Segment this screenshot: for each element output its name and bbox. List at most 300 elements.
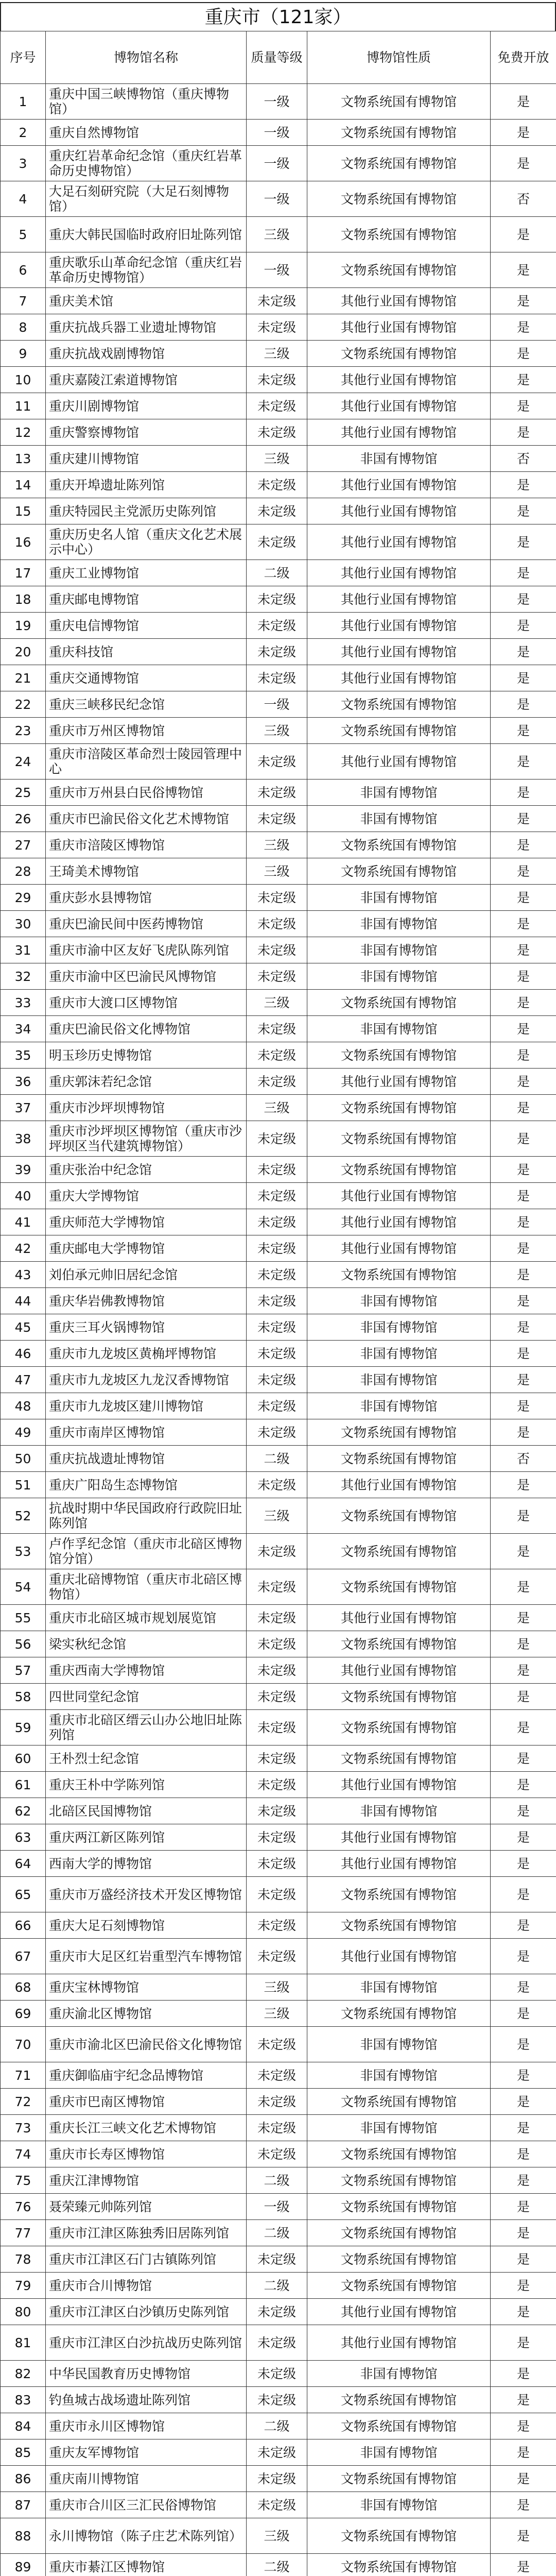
museum-name: 重庆建川博物馆 — [46, 446, 247, 472]
museum-type: 其他行业国有博物馆 — [307, 665, 491, 691]
table-row — [1, 963, 556, 990]
table-row — [1, 1657, 556, 1684]
quality-level: 未定级 — [247, 1912, 307, 1939]
museum-name: 重庆友军博物馆 — [46, 2439, 247, 2466]
table-row — [1, 1710, 556, 1745]
free-admission: 是 — [491, 2027, 556, 2062]
free-admission: 是 — [491, 2246, 556, 2273]
row-index: 43 — [1, 1262, 46, 1288]
table-row — [1, 1745, 556, 1772]
museum-name: 重庆市渝中区友好飞虎队陈列馆 — [46, 937, 247, 963]
free-admission: 是 — [491, 1314, 556, 1341]
row-index: 38 — [1, 1121, 46, 1157]
row-index: 1 — [1, 84, 46, 120]
row-index: 53 — [1, 1534, 46, 1569]
quality-level: 未定级 — [247, 1157, 307, 1183]
quality-level: 三级 — [247, 341, 307, 367]
museum-name: 中华民国教育历史博物馆 — [46, 2361, 247, 2387]
quality-level: 未定级 — [247, 498, 307, 524]
quality-level: 三级 — [247, 990, 307, 1016]
table-row — [1, 2027, 556, 2062]
museum-name: 重庆抗战戏剧博物馆 — [46, 341, 247, 367]
free-admission: 是 — [491, 1974, 556, 2001]
museum-type: 其他行业国有博物馆 — [307, 1235, 491, 1262]
quality-level: 三级 — [247, 2001, 307, 2027]
museum-table — [0, 31, 556, 2576]
header-free: 免费开放 — [491, 31, 556, 84]
free-admission: 是 — [491, 1419, 556, 1446]
table-row — [1, 524, 556, 560]
museum-type: 其他行业国有博物馆 — [307, 744, 491, 779]
museum-name: 重庆市巴渝民俗文化艺术博物馆 — [46, 806, 247, 832]
quality-level: 二级 — [247, 2167, 307, 2194]
free-admission: 是 — [491, 2089, 556, 2115]
museum-type: 文物系统国有博物馆 — [307, 1877, 491, 1912]
quality-level: 未定级 — [247, 1939, 307, 1974]
free-admission: 是 — [491, 2492, 556, 2518]
free-admission: 是 — [491, 718, 556, 744]
quality-level: 未定级 — [247, 613, 307, 639]
museum-type: 其他行业国有博物馆 — [307, 1472, 491, 1498]
museum-type: 其他行业国有博物馆 — [307, 393, 491, 419]
row-index: 11 — [1, 393, 46, 419]
row-index: 23 — [1, 718, 46, 744]
table-row — [1, 1824, 556, 1851]
free-admission: 是 — [491, 393, 556, 419]
museum-type: 其他行业国有博物馆 — [307, 314, 491, 341]
table-row — [1, 1341, 556, 1367]
quality-level: 未定级 — [247, 1798, 307, 1824]
museum-name: 永川博物馆（陈子庄艺术陈列馆） — [46, 2518, 247, 2554]
row-index: 66 — [1, 1912, 46, 1939]
museum-type: 文物系统国有博物馆 — [307, 2554, 491, 2576]
museum-type: 非国有博物馆 — [307, 885, 491, 911]
row-index: 44 — [1, 1288, 46, 1314]
header-name: 博物馆名称 — [46, 31, 247, 84]
row-index: 9 — [1, 341, 46, 367]
row-index: 56 — [1, 1631, 46, 1657]
museum-name: 四世同堂纪念馆 — [46, 1684, 247, 1710]
row-index: 82 — [1, 2361, 46, 2387]
quality-level: 一级 — [247, 691, 307, 718]
museum-type: 文物系统国有博物馆 — [307, 2273, 491, 2299]
row-index: 41 — [1, 1209, 46, 1235]
museum-name: 刘伯承元帅旧居纪念馆 — [46, 1262, 247, 1288]
quality-level: 未定级 — [247, 1042, 307, 1069]
row-index: 37 — [1, 1095, 46, 1121]
free-admission: 是 — [491, 963, 556, 990]
table-row — [1, 1419, 556, 1446]
quality-level: 未定级 — [247, 1235, 307, 1262]
museum-name: 重庆开埠遗址陈列馆 — [46, 472, 247, 498]
museum-name: 重庆南川博物馆 — [46, 2466, 247, 2492]
quality-level: 未定级 — [247, 1745, 307, 1772]
museum-type: 非国有博物馆 — [307, 963, 491, 990]
row-index: 64 — [1, 1851, 46, 1877]
row-index: 79 — [1, 2273, 46, 2299]
quality-level: 未定级 — [247, 2027, 307, 2062]
quality-level: 三级 — [247, 858, 307, 885]
free-admission: 是 — [491, 1498, 556, 1534]
table-row — [1, 367, 556, 393]
museum-type: 非国有博物馆 — [307, 1288, 491, 1314]
table-row — [1, 2554, 556, 2576]
museum-name: 重庆川剧博物馆 — [46, 393, 247, 419]
quality-level: 未定级 — [247, 2466, 307, 2492]
row-index: 5 — [1, 217, 46, 252]
free-admission: 是 — [491, 1657, 556, 1684]
museum-name: 重庆市万州县白民俗博物馆 — [46, 779, 247, 806]
free-admission: 是 — [491, 1209, 556, 1235]
row-index: 69 — [1, 2001, 46, 2027]
free-admission: 是 — [491, 1939, 556, 1974]
museum-type: 文物系统国有博物馆 — [307, 1569, 491, 1605]
quality-level: 二级 — [247, 2273, 307, 2299]
free-admission: 是 — [491, 2062, 556, 2089]
museum-name: 重庆市沙坪坝博物馆 — [46, 1095, 247, 1121]
table-row — [1, 1069, 556, 1095]
quality-level: 未定级 — [247, 2141, 307, 2167]
table-row — [1, 2466, 556, 2492]
row-index: 25 — [1, 779, 46, 806]
museum-name: 重庆工业博物馆 — [46, 560, 247, 586]
museum-name: 重庆巴渝民间中医药博物馆 — [46, 911, 247, 937]
museum-name: 重庆彭水县博物馆 — [46, 885, 247, 911]
quality-level: 未定级 — [247, 367, 307, 393]
table-row — [1, 2062, 556, 2089]
row-index: 17 — [1, 560, 46, 586]
free-admission: 是 — [491, 806, 556, 832]
quality-level: 三级 — [247, 1974, 307, 2001]
quality-level: 未定级 — [247, 963, 307, 990]
quality-level: 未定级 — [247, 2387, 307, 2413]
quality-level: 未定级 — [247, 1772, 307, 1798]
row-index: 75 — [1, 2167, 46, 2194]
free-admission: 是 — [491, 665, 556, 691]
free-admission: 否 — [491, 446, 556, 472]
free-admission: 是 — [491, 779, 556, 806]
quality-level: 未定级 — [247, 2492, 307, 2518]
museum-name: 抗战时期中华民国政府行政院旧址陈列馆 — [46, 1498, 247, 1534]
row-index: 89 — [1, 2554, 46, 2576]
quality-level: 未定级 — [247, 393, 307, 419]
table-row — [1, 691, 556, 718]
museum-name: 重庆邮电大学博物馆 — [46, 1235, 247, 1262]
free-admission: 是 — [491, 2413, 556, 2439]
free-admission: 是 — [491, 858, 556, 885]
museum-type: 其他行业国有博物馆 — [307, 1824, 491, 1851]
table-row — [1, 1095, 556, 1121]
quality-level: 一级 — [247, 146, 307, 181]
row-index: 3 — [1, 146, 46, 181]
table-body — [1, 84, 556, 2576]
museum-name: 重庆市江津区陈独秀旧居陈列馆 — [46, 2220, 247, 2246]
quality-level: 未定级 — [247, 1121, 307, 1157]
museum-type: 文物系统国有博物馆 — [307, 990, 491, 1016]
museum-type: 其他行业国有博物馆 — [307, 472, 491, 498]
row-index: 27 — [1, 832, 46, 858]
museum-type: 文物系统国有博物馆 — [307, 691, 491, 718]
quality-level: 未定级 — [247, 419, 307, 446]
museum-name: 西南大学的博物馆 — [46, 1851, 247, 1877]
row-index: 39 — [1, 1157, 46, 1183]
table-row — [1, 472, 556, 498]
museum-type: 其他行业国有博物馆 — [307, 498, 491, 524]
museum-type: 文物系统国有博物馆 — [307, 2246, 491, 2273]
free-admission: 是 — [491, 1798, 556, 1824]
table-row — [1, 1121, 556, 1157]
museum-name: 重庆张治中纪念馆 — [46, 1157, 247, 1183]
row-index: 4 — [1, 181, 46, 217]
row-index: 50 — [1, 1446, 46, 1472]
museum-name: 重庆渝北区博物馆 — [46, 2001, 247, 2027]
free-admission: 是 — [491, 2466, 556, 2492]
row-index: 45 — [1, 1314, 46, 1341]
museum-name: 重庆市江津区白沙抗战历史陈列馆 — [46, 2325, 247, 2361]
table-row — [1, 1798, 556, 1824]
museum-type: 文物系统国有博物馆 — [307, 341, 491, 367]
quality-level: 三级 — [247, 1095, 307, 1121]
free-admission: 是 — [491, 1912, 556, 1939]
table-row — [1, 498, 556, 524]
free-admission: 是 — [491, 498, 556, 524]
free-admission: 是 — [491, 1095, 556, 1121]
quality-level: 未定级 — [247, 779, 307, 806]
row-index: 88 — [1, 2518, 46, 2554]
quality-level: 未定级 — [247, 1824, 307, 1851]
free-admission: 否 — [491, 1446, 556, 1472]
museum-type: 其他行业国有博物馆 — [307, 1209, 491, 1235]
museum-type: 文物系统国有博物馆 — [307, 1745, 491, 1772]
museum-name: 重庆自然博物馆 — [46, 120, 247, 146]
header-type: 博物馆性质 — [307, 31, 491, 84]
row-index: 28 — [1, 858, 46, 885]
row-index: 47 — [1, 1367, 46, 1393]
row-index: 55 — [1, 1605, 46, 1631]
museum-name: 重庆长江三峡文化艺术博物馆 — [46, 2115, 247, 2141]
quality-level: 未定级 — [247, 665, 307, 691]
table-row — [1, 1498, 556, 1534]
quality-level: 未定级 — [247, 2361, 307, 2387]
row-index: 8 — [1, 314, 46, 341]
table-row — [1, 1684, 556, 1710]
museum-type: 文物系统国有博物馆 — [307, 2001, 491, 2027]
museum-name: 王朴烈士纪念馆 — [46, 1745, 247, 1772]
quality-level: 二级 — [247, 2220, 307, 2246]
quality-level: 三级 — [247, 718, 307, 744]
free-admission: 是 — [491, 1157, 556, 1183]
table-row — [1, 1772, 556, 1798]
museum-type: 文物系统国有博物馆 — [307, 1912, 491, 1939]
row-index: 18 — [1, 586, 46, 613]
museum-name: 重庆师范大学博物馆 — [46, 1209, 247, 1235]
quality-level: 未定级 — [247, 1341, 307, 1367]
museum-name: 王琦美术博物馆 — [46, 858, 247, 885]
museum-name: 钓鱼城古战场遗址陈列馆 — [46, 2387, 247, 2413]
quality-level: 未定级 — [247, 1183, 307, 1209]
table-row — [1, 858, 556, 885]
museum-type: 文物系统国有博物馆 — [307, 146, 491, 181]
free-admission: 是 — [491, 2518, 556, 2554]
museum-type: 非国有博物馆 — [307, 1314, 491, 1341]
table-row — [1, 2413, 556, 2439]
museum-type: 文物系统国有博物馆 — [307, 2387, 491, 2413]
quality-level: 未定级 — [247, 806, 307, 832]
free-admission: 是 — [491, 1288, 556, 1314]
museum-type: 文物系统国有博物馆 — [307, 2413, 491, 2439]
museum-name: 梁实秋纪念馆 — [46, 1631, 247, 1657]
table-row — [1, 2299, 556, 2325]
museum-name: 重庆电信博物馆 — [46, 613, 247, 639]
museum-name: 重庆宝林博物馆 — [46, 1974, 247, 2001]
row-index: 76 — [1, 2194, 46, 2220]
museum-name: 重庆抗战遗址博物馆 — [46, 1446, 247, 1472]
table-row — [1, 744, 556, 779]
free-admission: 是 — [491, 1824, 556, 1851]
row-index: 87 — [1, 2492, 46, 2518]
header-row — [1, 31, 556, 84]
table-row — [1, 84, 556, 120]
museum-name: 重庆大足石刻博物馆 — [46, 1912, 247, 1939]
row-index: 2 — [1, 120, 46, 146]
museum-type: 其他行业国有博物馆 — [307, 1657, 491, 1684]
free-admission: 是 — [491, 1042, 556, 1069]
museum-type: 其他行业国有博物馆 — [307, 586, 491, 613]
quality-level: 未定级 — [247, 2439, 307, 2466]
free-admission: 是 — [491, 217, 556, 252]
row-index: 60 — [1, 1745, 46, 1772]
free-admission: 是 — [491, 1851, 556, 1877]
table-row — [1, 2273, 556, 2299]
quality-level: 三级 — [247, 446, 307, 472]
museum-name: 重庆北碚博物馆（重庆市北碚区博物馆） — [46, 1569, 247, 1605]
museum-name: 重庆嘉陵江索道博物馆 — [46, 367, 247, 393]
quality-level: 未定级 — [247, 1419, 307, 1446]
museum-name: 重庆大韩民国临时政府旧址陈列馆 — [46, 217, 247, 252]
quality-level: 未定级 — [247, 524, 307, 560]
table-row — [1, 718, 556, 744]
museum-type: 文物系统国有博物馆 — [307, 120, 491, 146]
quality-level: 二级 — [247, 2413, 307, 2439]
row-index: 51 — [1, 1472, 46, 1498]
row-index: 24 — [1, 744, 46, 779]
table-row — [1, 1016, 556, 1042]
table-row — [1, 2361, 556, 2387]
row-index: 65 — [1, 1877, 46, 1912]
museum-type: 其他行业国有博物馆 — [307, 1183, 491, 1209]
museum-type: 非国有博物馆 — [307, 1016, 491, 1042]
row-index: 26 — [1, 806, 46, 832]
quality-level: 未定级 — [247, 288, 307, 314]
free-admission: 是 — [491, 937, 556, 963]
museum-type: 其他行业国有博物馆 — [307, 419, 491, 446]
table-row — [1, 1605, 556, 1631]
museum-type: 文物系统国有博物馆 — [307, 252, 491, 288]
table-row — [1, 419, 556, 446]
row-index: 32 — [1, 963, 46, 990]
museum-type: 文物系统国有博物馆 — [307, 1534, 491, 1569]
free-admission: 是 — [491, 1393, 556, 1419]
museum-type: 非国有博物馆 — [307, 1393, 491, 1419]
row-index: 80 — [1, 2299, 46, 2325]
museum-type: 其他行业国有博物馆 — [307, 288, 491, 314]
quality-level: 未定级 — [247, 2299, 307, 2325]
row-index: 68 — [1, 1974, 46, 2001]
museum-name: 重庆科技馆 — [46, 639, 247, 665]
museum-name: 重庆广阳岛生态博物馆 — [46, 1472, 247, 1498]
museum-type: 文物系统国有博物馆 — [307, 1095, 491, 1121]
row-index: 7 — [1, 288, 46, 314]
museum-name: 重庆市涪陵区博物馆 — [46, 832, 247, 858]
table-row — [1, 1472, 556, 1498]
free-admission: 是 — [491, 691, 556, 718]
row-index: 36 — [1, 1069, 46, 1095]
museum-type: 其他行业国有博物馆 — [307, 1939, 491, 1974]
museum-type: 非国有博物馆 — [307, 1974, 491, 2001]
museum-type: 文物系统国有博物馆 — [307, 84, 491, 120]
table-row — [1, 911, 556, 937]
quality-level: 未定级 — [247, 1851, 307, 1877]
row-index: 81 — [1, 2325, 46, 2361]
row-index: 31 — [1, 937, 46, 963]
museum-type: 文物系统国有博物馆 — [307, 718, 491, 744]
free-admission: 是 — [491, 288, 556, 314]
museum-name: 重庆市北碚区城市规划展览馆 — [46, 1605, 247, 1631]
museum-type: 文物系统国有博物馆 — [307, 2466, 491, 2492]
museum-name: 重庆御临庙宇纪念品博物馆 — [46, 2062, 247, 2089]
row-index: 57 — [1, 1657, 46, 1684]
museum-type: 其他行业国有博物馆 — [307, 2299, 491, 2325]
table-row — [1, 2387, 556, 2413]
free-admission: 是 — [491, 639, 556, 665]
museum-name: 重庆特园民主党派历史陈列馆 — [46, 498, 247, 524]
quality-level: 未定级 — [247, 744, 307, 779]
quality-level: 二级 — [247, 560, 307, 586]
free-admission: 是 — [491, 1262, 556, 1288]
museum-name: 重庆市九龙坡区建川博物馆 — [46, 1393, 247, 1419]
table-row — [1, 120, 556, 146]
table-row — [1, 560, 556, 586]
free-admission: 是 — [491, 252, 556, 288]
free-admission: 是 — [491, 586, 556, 613]
free-admission: 是 — [491, 1772, 556, 1798]
table-row — [1, 639, 556, 665]
museum-type: 文物系统国有博物馆 — [307, 1631, 491, 1657]
free-admission: 是 — [491, 1877, 556, 1912]
row-index: 84 — [1, 2413, 46, 2439]
free-admission: 是 — [491, 419, 556, 446]
museum-type: 其他行业国有博物馆 — [307, 639, 491, 665]
museum-name: 重庆红岩革命纪念馆（重庆红岩革命历史博物馆） — [46, 146, 247, 181]
museum-type: 文物系统国有博物馆 — [307, 1446, 491, 1472]
free-admission: 是 — [491, 2115, 556, 2141]
museum-name: 重庆巴渝民俗文化博物馆 — [46, 1016, 247, 1042]
row-index: 12 — [1, 419, 46, 446]
free-admission: 是 — [491, 472, 556, 498]
quality-level: 未定级 — [247, 2062, 307, 2089]
table-row — [1, 2194, 556, 2220]
table-row — [1, 937, 556, 963]
quality-level: 未定级 — [247, 1877, 307, 1912]
museum-type: 其他行业国有博物馆 — [307, 524, 491, 560]
row-index: 19 — [1, 613, 46, 639]
museum-name: 重庆市九龙坡区黄桷坪博物馆 — [46, 1341, 247, 1367]
free-admission: 是 — [491, 1684, 556, 1710]
museum-name: 重庆王朴中学陈列馆 — [46, 1772, 247, 1798]
museum-type: 非国有博物馆 — [307, 2115, 491, 2141]
quality-level: 未定级 — [247, 1069, 307, 1095]
museum-type: 文物系统国有博物馆 — [307, 2141, 491, 2167]
